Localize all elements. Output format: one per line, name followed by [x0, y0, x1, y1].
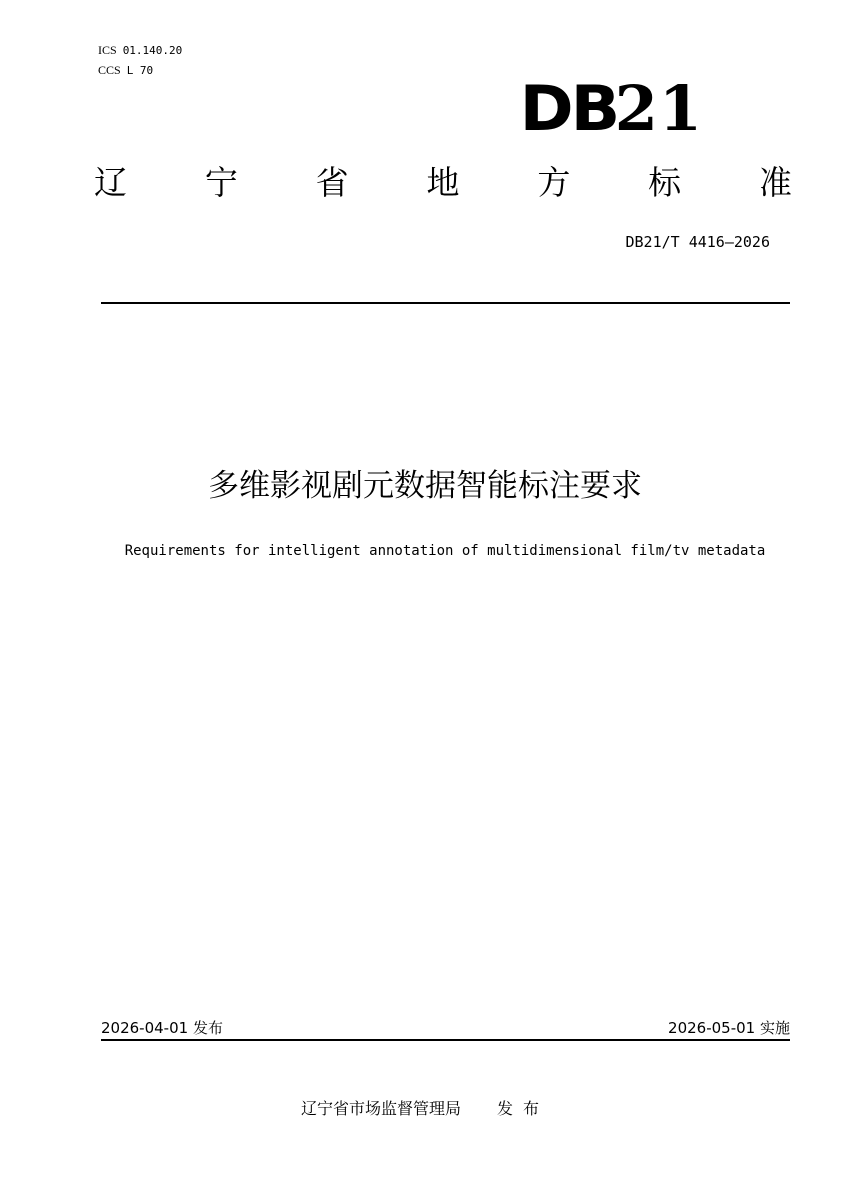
implement-date: 2026-05-01 实施: [668, 1019, 790, 1037]
standard-type-char: 标: [648, 163, 682, 202]
db21-logo: [519, 72, 704, 145]
standard-type-char: 方: [537, 163, 571, 202]
issuer-action: 发布: [497, 1099, 550, 1118]
standard-type-char: 地: [426, 163, 460, 202]
standard-type-char: 辽: [94, 163, 127, 202]
ics-label: ICS: [98, 43, 117, 57]
publish-date: 2026-04-01 发布: [101, 1019, 223, 1037]
standard-type-char: 准: [758, 163, 792, 202]
ics-code: 01.140.20: [122, 44, 183, 57]
standard-type-char: 宁: [204, 163, 238, 202]
top-divider: [101, 302, 790, 304]
ics-classification: [98, 43, 182, 58]
ccs-code: L 70: [126, 64, 154, 77]
logo-number-text: 21: [614, 72, 704, 145]
logo-db-text: DB: [519, 72, 618, 145]
bottom-divider: [101, 1039, 790, 1041]
standard-type-char: 省: [315, 163, 349, 202]
document-title-zh: 多维影视剧元数据智能标注要求: [208, 468, 642, 504]
ccs-classification: [98, 63, 153, 78]
issuer-line: [0, 1098, 850, 1120]
issuer-name: 辽宁省市场监督管理局: [300, 1099, 461, 1118]
standard-type-heading: [94, 162, 792, 204]
document-title-en: Requirements for intelligent annotation of multidimensional film/tv metadata: [124, 543, 766, 559]
ccs-label: CCS: [98, 63, 121, 77]
standard-number: DB21/T 4416—2026: [625, 233, 770, 251]
